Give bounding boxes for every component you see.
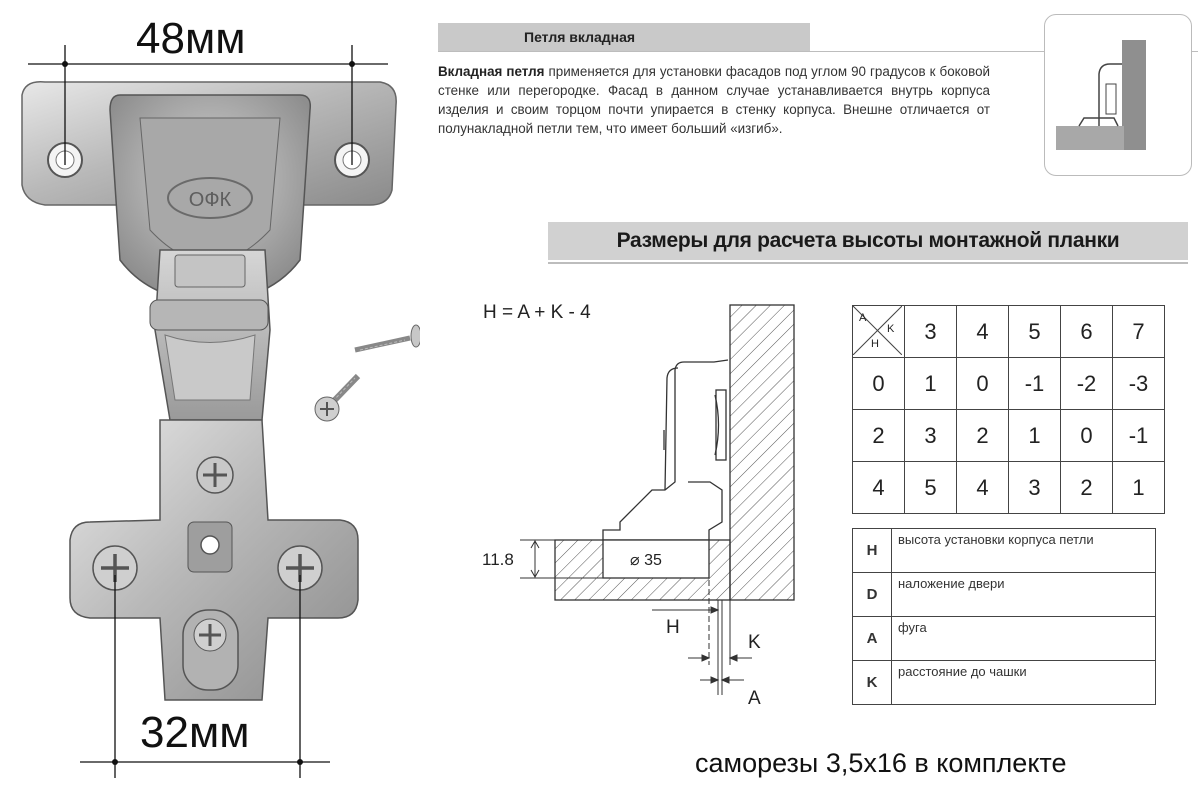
section-title: Петля вкладная [524, 29, 636, 45]
table-corner-cell [853, 306, 905, 358]
table-cell: 4 [957, 462, 1009, 514]
values-table [852, 305, 1165, 514]
formula: H = A + K - 4 [483, 302, 591, 323]
legend-text: расстояние до чашки [892, 661, 1156, 705]
hinge-arm [150, 250, 270, 420]
screws-note: саморезы 3,5х16 в комплекте [695, 748, 1067, 778]
column-header: 4 [957, 306, 1009, 358]
hinge-base-plate [70, 420, 358, 700]
table-row [853, 410, 1165, 462]
table-cell: -2 [1061, 358, 1113, 410]
table-cell: 1 [905, 358, 957, 410]
corner-h: H [871, 338, 879, 350]
legend-row [853, 573, 1156, 617]
legend-row [853, 661, 1156, 705]
technical-diagram [460, 290, 830, 720]
legend-row [853, 529, 1156, 573]
table-cell: -1 [1113, 410, 1165, 462]
legend-row [853, 617, 1156, 661]
table-cell: 3 [905, 410, 957, 462]
legend-table [852, 528, 1156, 705]
cup-height-label: 11.8 [482, 550, 514, 569]
description-text [438, 62, 990, 138]
cup-logo: ОФК [188, 189, 232, 211]
legend-key: A [853, 617, 892, 661]
table-row [853, 358, 1165, 410]
dimension-k [688, 655, 752, 661]
legend-key: K [853, 661, 892, 705]
hinge-illustration [0, 0, 420, 800]
description-rest: применяется для установки фасадов под углом 90 градусов к боковой стенке или перегородке. Фасад в данном случае устанавливается внутрь корпуса изделия и своим торцом почти упирается в стенку корпуса. Внешне отличается от полунакладной петли тем, что имеет больший «изгиб». [438, 64, 990, 136]
row-header: 0 [853, 358, 905, 410]
table-cell: 5 [905, 462, 957, 514]
row-header: 4 [853, 462, 905, 514]
legend-text: наложение двери [892, 573, 1156, 617]
table-cell: -1 [1009, 358, 1061, 410]
table-cell: -3 [1113, 358, 1165, 410]
sizes-divider [548, 262, 1188, 264]
section-title-bar [438, 23, 810, 51]
label-a: A [748, 688, 761, 709]
legend-key: H [853, 529, 892, 573]
cup-diameter-label: ⌀ 35 [630, 552, 662, 569]
cabinet-side-wall [730, 305, 794, 600]
top-dimension-label: 48мм [136, 14, 246, 63]
legend-text: фуга [892, 617, 1156, 661]
row-header: 2 [853, 410, 905, 462]
table-cell: 0 [957, 358, 1009, 410]
column-header: 6 [1061, 306, 1113, 358]
bottom-dimension-label: 32мм [140, 708, 250, 757]
legend-key: D [853, 573, 892, 617]
table-cell: 2 [1061, 462, 1113, 514]
legend-text: высота установки корпуса петли [892, 529, 1156, 573]
column-header: 3 [905, 306, 957, 358]
label-k: K [748, 632, 761, 653]
label-h: H [666, 617, 680, 638]
screws-illustration [315, 325, 420, 421]
table-row [853, 462, 1165, 514]
table-cell: 1 [1113, 462, 1165, 514]
corner-k: K [887, 323, 895, 335]
table-cell: 0 [1061, 410, 1113, 462]
dimension-h [652, 607, 718, 613]
column-header: 7 [1113, 306, 1165, 358]
table-cell: 3 [1009, 462, 1061, 514]
sizes-section-title: Размеры для расчета высоты монтажной планки [616, 229, 1120, 252]
table-cell: 1 [1009, 410, 1061, 462]
inset-hinge-diagram [1044, 14, 1190, 174]
hinge-profile [603, 360, 728, 540]
description-bold: Вкладная петля [438, 64, 545, 79]
table-cell: 2 [957, 410, 1009, 462]
column-header: 5 [1009, 306, 1061, 358]
corner-a: A [859, 312, 867, 324]
table-header-row [853, 306, 1165, 358]
